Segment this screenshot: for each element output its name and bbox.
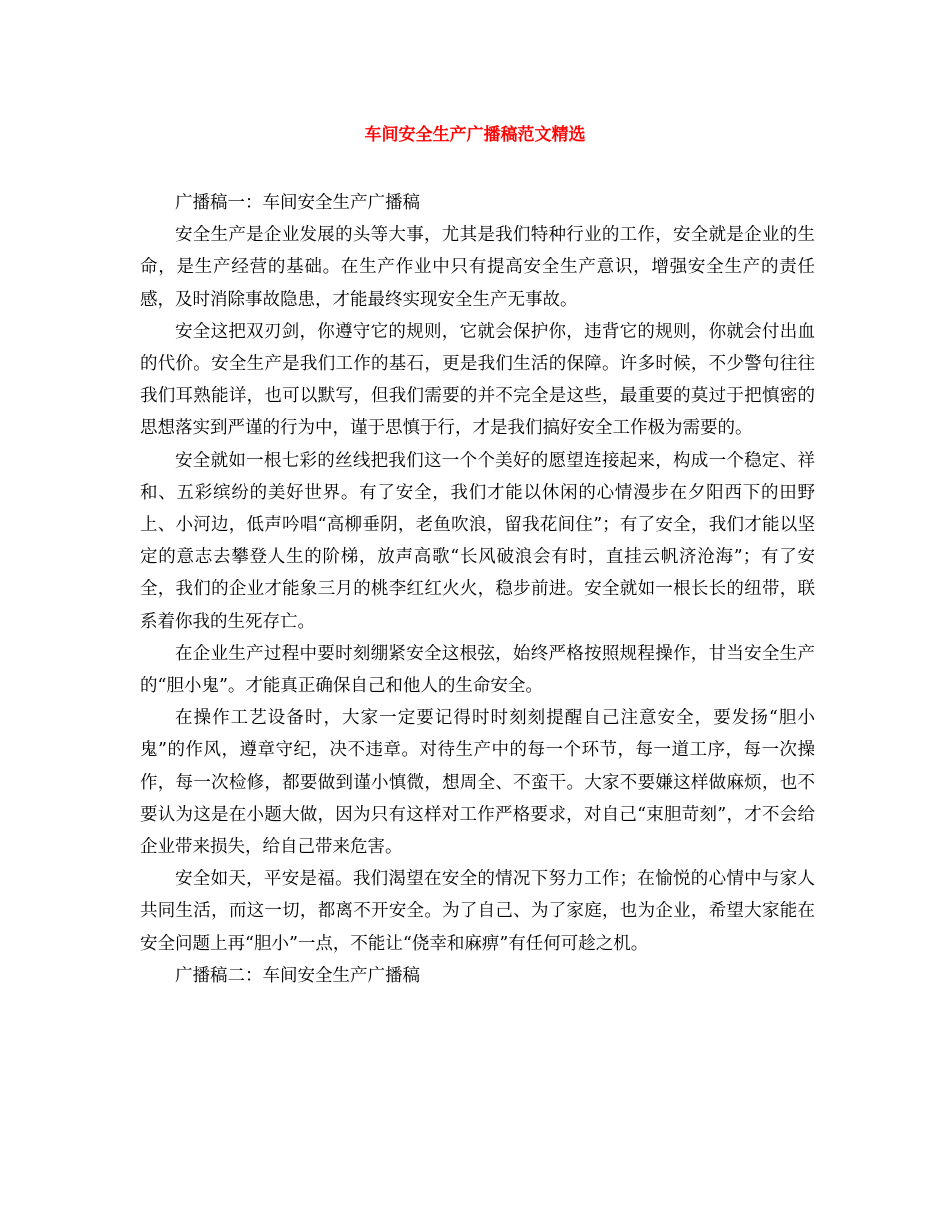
paragraph-heading-1: 广播稿一：车间安全生产广播稿 <box>175 193 420 213</box>
document-title: 车间安全生产广播稿范文精选 <box>364 125 586 145</box>
paragraph: 在操作工艺设备时，大家一定要记得时时刻刻提醒自己注意安全，要发扬“胆小鬼”的作风，遵章守纪，决不违章。对待生产中的每一个环节，每一道工序，每一次操作，每一次检修，都要做到谨小慎微，想周全、不蛮干。大家不要嫌这样做麻烦，也不要认为这是在小题大做，因为只有这样对工作严格要求，对自己“束胆苛刻”，才不会给企业带来损失，给自己带来危害。 <box>140 708 815 858</box>
document-body <box>140 187 815 992</box>
paragraph: 安全就如一根七彩的丝线把我们这一个个美好的愿望连接起来，构成一个稳定、祥和、五彩缤纷的美好世界。有了安全，我们才能以休闲的心情漫步在夕阳西下的田野上、小河边，低声吟唱“高柳垂阴，老鱼吹浪，留我花间住”；有了安全，我们才能以坚定的意志去攀登人生的阶梯，放声高歌“长风破浪会有时，直挂云帆济沧海”；有了安全，我们的企业才能象三月的桃李红红火火，稳步前进。安全就如一根长长的纽带，联系着你我的生死存亡。 <box>140 450 815 632</box>
paragraph: 在企业生产过程中要时刻绷紧安全这根弦，始终严格按照规程操作，甘当安全生产的“胆小鬼”。才能真正确保自己和他人的生命安全。 <box>140 643 815 697</box>
paragraph: 安全生产是企业发展的头等大事，尤其是我们特种行业的工作，安全就是企业的生命，是生产经营的基础。在生产作业中只有提高安全生产意识，增强安全生产的责任感，及时消除事故隐患，才能最终实现安全生产无事故。 <box>140 225 815 310</box>
paragraph: 安全这把双刃剑，你遵守它的规则，它就会保护你，违背它的规则，你就会付出血的代价。安全生产是我们工作的基石，更是我们生活的保障。许多时候，不少警句往往我们耳熟能详，也可以默写，但我们需要的并不完全是这些，最重要的莫过于把慎密的思想落实到严谨的行为中，谨于思慎于行，才是我们搞好安全工作极为需要的。 <box>140 321 815 439</box>
paragraph-heading-2: 广播稿二：车间安全生产广播稿 <box>175 965 420 986</box>
paragraph: 安全如天，平安是福。我们渴望在安全的情况下努力工作；在愉悦的心情中与家人共同生活，而这一切，都离不开安全。为了自己、为了家庭，也为企业，希望大家能在安全问题上再“胆小”一点，不能让“侥幸和麻痹”有任何可趁之机。 <box>140 869 815 954</box>
